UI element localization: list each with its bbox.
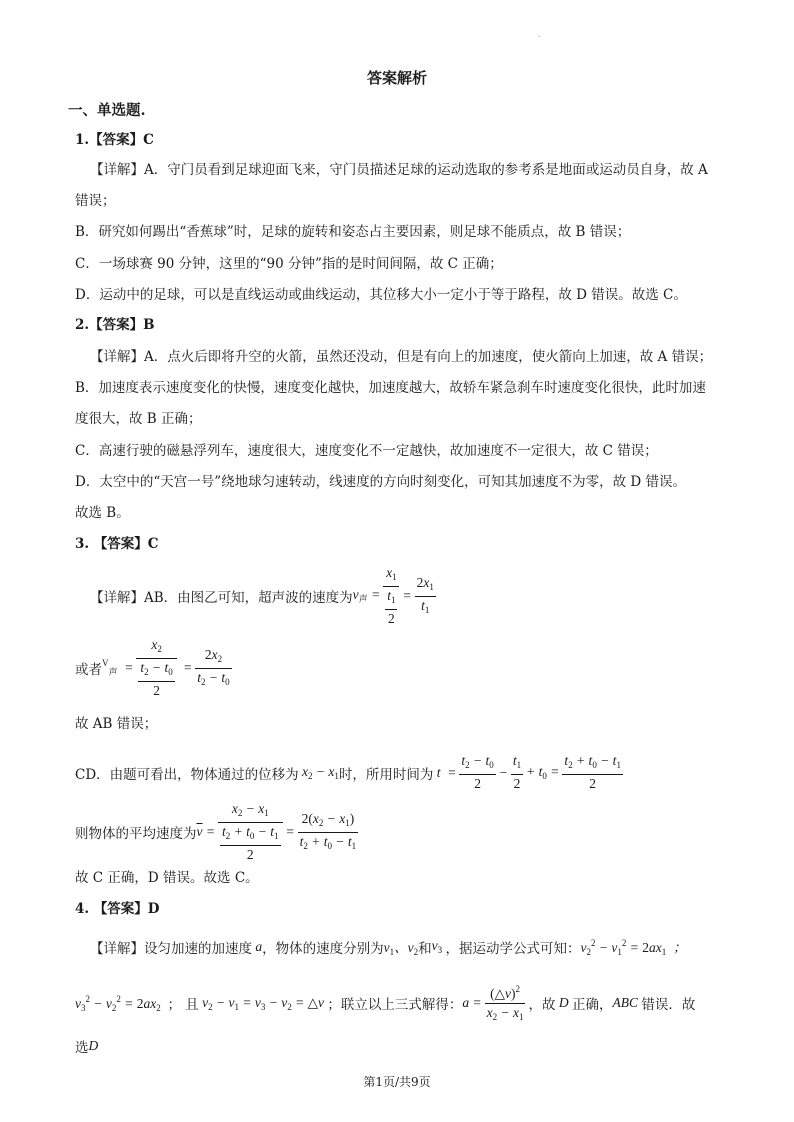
- q4-text: ，据运动学公式可知：: [445, 940, 581, 957]
- math: ABC: [612, 995, 642, 1010]
- math: t =: [433, 764, 457, 780]
- math: a =: [462, 995, 482, 1010]
- q4-line3: [75, 1036, 98, 1056]
- q3-text: 【详解】AB．由图乙可知，超声波的速度为: [90, 590, 353, 606]
- math: + $t_0$ =: [526, 764, 560, 781]
- math: $v_声$ =: [352, 587, 381, 604]
- math: $v_3^2 - v_2^2 = 2ax_2$: [75, 993, 161, 1013]
- q4-text: 【详解】设匀加速的加速度: [90, 940, 252, 957]
- fraction: $\frac{2x_1}{t_1}$: [416, 574, 434, 615]
- math: $\overline{v}$ =: [196, 824, 215, 839]
- q4-text: ，物体的速度分别为: [262, 940, 384, 957]
- q2-line: D．太空中的“天宫一号”绕地球匀速转动，线速度的方向时刻变化，可知其加速度不为零，故 D 错误。: [75, 474, 687, 490]
- q2-line: 故选 B。: [75, 505, 130, 521]
- math: $v_3$: [431, 938, 443, 955]
- math: $v_2^2 - v_1^2 = 2ax_1$ ；: [580, 938, 687, 957]
- math: a: [252, 938, 263, 954]
- fraction: $\frac{x_2}{\frac{t_2 - t_0}{2}}$: [136, 636, 176, 700]
- q1-line: D．运动中的足球，可以是直线运动或曲线运动，其位移大小一定小于等于路程，故 D 错误。故选 C。: [75, 287, 687, 303]
- q1-line: 错误；: [75, 193, 116, 209]
- math: D: [555, 995, 572, 1010]
- math: =: [179, 660, 193, 675]
- q4-text: 错误．故: [641, 997, 696, 1013]
- q2-line: C．高速行驶的磁悬浮列车，速度很大，速度变化不一定越快，故加速度不一定很大，故 C 错误；: [75, 443, 658, 459]
- q4-text: ；联立以上三式解得：: [327, 997, 463, 1013]
- fraction: $\frac{t_1}{2}$: [512, 753, 522, 791]
- math: $x_2 - x_1$: [298, 764, 339, 781]
- q4-text: 选: [75, 1040, 89, 1056]
- q3-text: 时，所用时间为: [338, 766, 434, 783]
- math: −: [498, 764, 508, 780]
- fraction: $\frac{t_2 + t_0 - t_1}{2}$: [564, 753, 621, 791]
- page-title: 答案解析: [366, 69, 427, 87]
- q2-line: 度很大，故 B 正确；: [75, 411, 202, 427]
- q1-answer: 1.【答案】C: [75, 132, 154, 148]
- page-footer: 第1页/共9页: [363, 1075, 431, 1089]
- q3-text: 则物体的平均速度为: [75, 826, 197, 842]
- q2-answer: 2.【答案】B: [75, 317, 155, 333]
- fraction: $\frac{2x_2}{t_2 - t_0}$: [197, 646, 230, 687]
- q4-text: ，故: [528, 997, 556, 1013]
- q3-answer: 3. 【答案】C: [75, 536, 159, 552]
- math: $v_1$、$v_2$: [383, 940, 419, 957]
- q3-eq-avg: [75, 800, 361, 864]
- q4-line2: [75, 980, 695, 1026]
- q4-text: 和: [418, 940, 432, 957]
- fraction: $\frac{x_1}{\frac{t_1}{2}}$: [383, 564, 399, 628]
- section-heading: 一、单选题.: [68, 102, 146, 119]
- fraction: $\frac{x_2 - x_1}{\frac{t_2 + t_0 - t_1}{2}}$: [218, 800, 283, 864]
- fraction: $\frac{(\triangle v)^2}{x_2 - x_1}$: [485, 980, 526, 1026]
- math: =: [402, 588, 412, 603]
- q3-eq-alt: [75, 636, 235, 700]
- fraction: $\frac{t_2 - t_0}{2}$: [461, 753, 494, 791]
- q1-line: B．研究如何踢出“香蕉球”时，足球的旋转和姿态占主要因素，则足球不能质点，故 B 错误；: [75, 224, 631, 240]
- q2-line: 【详解】A．点火后即将升空的火箭，虽然还没动，但是有向上的加速度，使火箭向上加速，故 A 错误；: [90, 349, 713, 365]
- q3-line: 故 AB 错误；: [75, 716, 158, 732]
- q1-line: 【详解】A．守门员看到足球迎面飞来，守门员描述足球的运动选取的参考系是地面或运动员自身，故 A: [90, 162, 708, 178]
- math: =: [285, 824, 295, 839]
- q4-text: ； 且: [167, 997, 199, 1013]
- q2-line: B．加速度表示速度变化的快慢，速度变化越快，加速度越大，故轿车紧急刹车时速度变化很快，此时加速: [75, 380, 706, 396]
- q3-eq-speed: [90, 564, 439, 628]
- q4-line1: [90, 936, 686, 957]
- q1-line: C．一场球赛 90 分钟，这里的“90 分钟”指的是时间间隔，故 C 正确；: [75, 256, 503, 272]
- q4-text: 正确，: [571, 997, 613, 1013]
- math: $^V_声$ =: [102, 658, 134, 677]
- q3-line: 故 C 正确，D 错误。故选 C。: [75, 870, 259, 886]
- fraction: $\frac{2(x_2 - x_1)}{t_2 + t_0 - t_1}$: [299, 810, 357, 851]
- q3-text: CD．由题可看出，物体通过的位移为: [75, 766, 299, 783]
- header-dot: .: [538, 30, 541, 39]
- q3-eq-time: [75, 752, 626, 793]
- math: $v_2 - v_1 = v_3 - v_2$ = △v: [198, 994, 328, 1012]
- math: D: [88, 1038, 99, 1053]
- q3-text: 或者: [75, 662, 102, 678]
- q4-answer: 4. 【答案】D: [75, 901, 160, 917]
